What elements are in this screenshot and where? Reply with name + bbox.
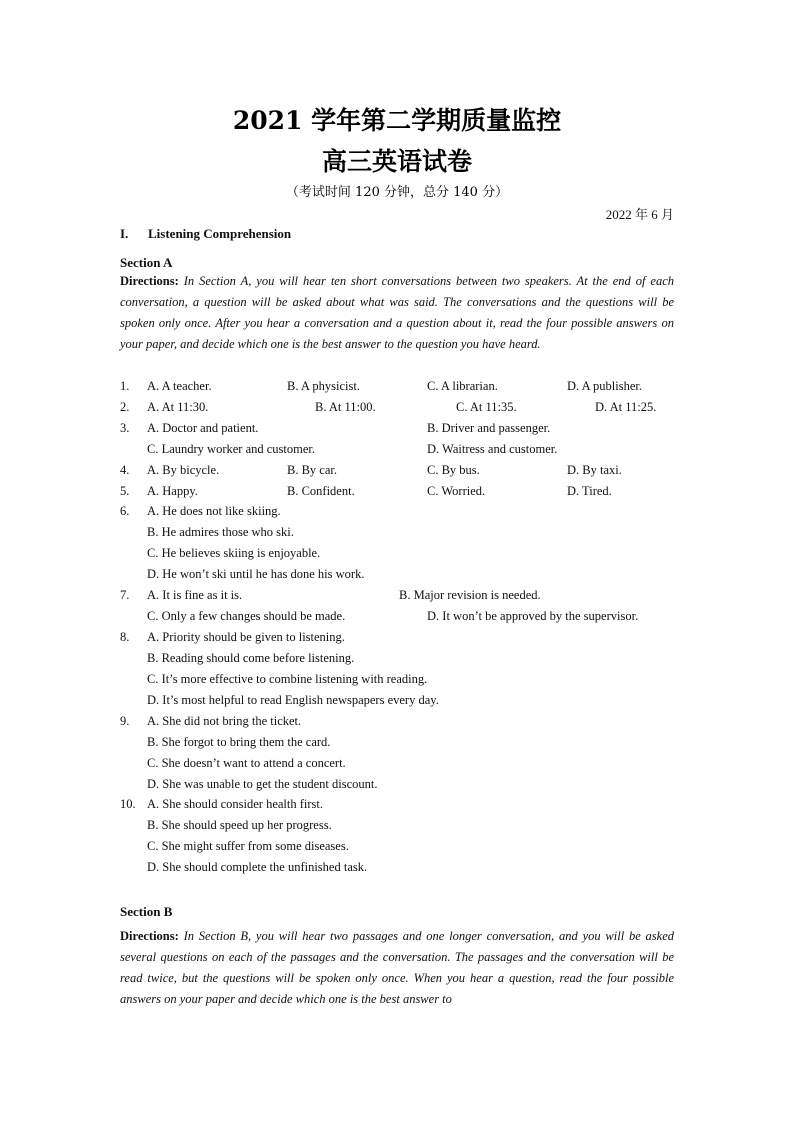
question-8-c [0,669,794,690]
directions-label: Directions: [120,929,179,943]
question-5 [0,481,794,502]
directions-label: Directions: [120,274,179,288]
option-d: D. It’s most helpful to read English newspapers every day. [147,693,439,707]
option-d: D. He won’t ski until he has done his work. [147,567,365,581]
option-b: B. By car. [287,463,337,477]
question-9-b [0,732,794,753]
question-number: 5. [120,484,130,498]
option-c: C. She might suffer from some diseases. [147,839,349,853]
option-b: B. He admires those who ski. [147,525,294,539]
exam-subtitle: （考试时间 120 分钟，总分 140 分） [285,185,509,200]
option-a: A. She did not bring the ticket. [147,714,302,728]
option-a: A. At 11:30. [147,400,209,414]
question-6-a [0,501,794,522]
option-c: C. She doesn’t want to attend a concert. [147,756,346,770]
question-8-d [0,690,794,711]
option-c: C. By bus. [427,463,480,477]
option-c: C. It’s more effective to combine listening with reading. [147,672,428,686]
section-a-title: Section A [120,255,173,270]
option-d: D. At 11:25. [595,400,657,414]
exam-title-line1: 2021 学年第二学期质量监控 [232,106,562,135]
option-a: A. She should consider health first. [147,797,324,811]
option-c: C. He believes skiing is enjoyable. [147,546,321,560]
option-b: B. She should speed up her progress. [147,818,332,832]
option-b: B. Major revision is needed. [399,588,541,602]
option-d: D. By taxi. [567,463,622,477]
question-number: 1. [120,379,130,393]
option-d: D. A publisher. [567,379,643,393]
exam-date: 2022 年 6 月 [605,207,674,222]
option-d: D. Tired. [567,484,612,498]
option-b: B. At 11:00. [315,400,376,414]
option-c: C. A librarian. [427,379,498,393]
question-1 [0,376,794,397]
option-a: A. A teacher. [147,379,212,393]
question-2 [0,397,794,418]
option-c: C. Laundry worker and customer. [147,442,316,456]
option-b: B. Driver and passenger. [427,421,551,435]
question-7-row1 [0,585,794,606]
question-6-d [0,564,794,585]
option-a: A. Priority should be given to listening. [147,630,345,644]
option-c: C. Only a few changes should be made. [147,609,346,623]
part-heading [120,226,291,242]
question-10-a [0,794,794,815]
question-9-a [0,711,794,732]
question-9-d [0,774,794,795]
question-number: 8. [120,630,130,644]
part-title: Listening Comprehension [148,226,292,241]
option-b: B. Confident. [287,484,355,498]
option-b: B. Reading should come before listening. [147,651,355,665]
question-number: 4. [120,463,130,477]
option-c: C. At 11:35. [456,400,517,414]
option-a: A. It is fine as it is. [147,588,243,602]
section-b-title: Section B [120,904,173,919]
question-10-c [0,836,794,857]
option-d: D. She should complete the unfinished task. [147,860,368,874]
section-a-directions [120,271,674,355]
question-number: 10. [120,797,136,811]
directions-text: In Section B, you will hear two passages and one longer conversation, and you will be asked several questions on each of the passages and the conversation. The passages and the conversation will be read twice, but the questions will be spoken only once. When you hear a question, read the four possible answers on your paper and decide which one is the best answer to [120,929,675,1006]
question-number: 3. [120,421,130,435]
question-6-c [0,543,794,564]
directions-text: In Section A, you will hear ten short conversations between two speakers. At the end of each conversation, a question will be asked about what was said. The conversations and the questions will be spoken only once. After you hear a conversation and a question about it, read the four possible answers on your paper, and decide which one is the best answer to the question you have heard. [120,274,674,351]
option-a: A. He does not like skiing. [147,504,281,518]
option-a: A. Happy. [147,484,198,498]
question-number: 2. [120,400,130,414]
question-number: 9. [120,714,130,728]
question-10-b [0,815,794,836]
question-7-row2 [0,606,794,627]
option-d: D. It won’t be approved by the supervisor. [427,609,639,623]
question-4 [0,460,794,481]
part-number: I. [120,226,129,241]
option-c: C. Worried. [427,484,486,498]
question-8-a [0,627,794,648]
exam-title-line2: 高三英语试卷 [321,147,472,176]
question-10-d [0,857,794,878]
option-a: A. By bicycle. [147,463,220,477]
question-3-row2 [0,439,794,460]
section-b-directions [120,926,674,1010]
question-3-row1 [0,418,794,439]
option-b: B. She forgot to bring them the card. [147,735,331,749]
option-d: D. Waitress and customer. [427,442,558,456]
option-b: B. A physicist. [287,379,360,393]
question-number: 6. [120,504,130,518]
option-a: A. Doctor and patient. [147,421,259,435]
option-d: D. She was unable to get the student discount. [147,777,378,791]
question-9-c [0,753,794,774]
question-6-b [0,522,794,543]
question-8-b [0,648,794,669]
question-number: 7. [120,588,130,602]
